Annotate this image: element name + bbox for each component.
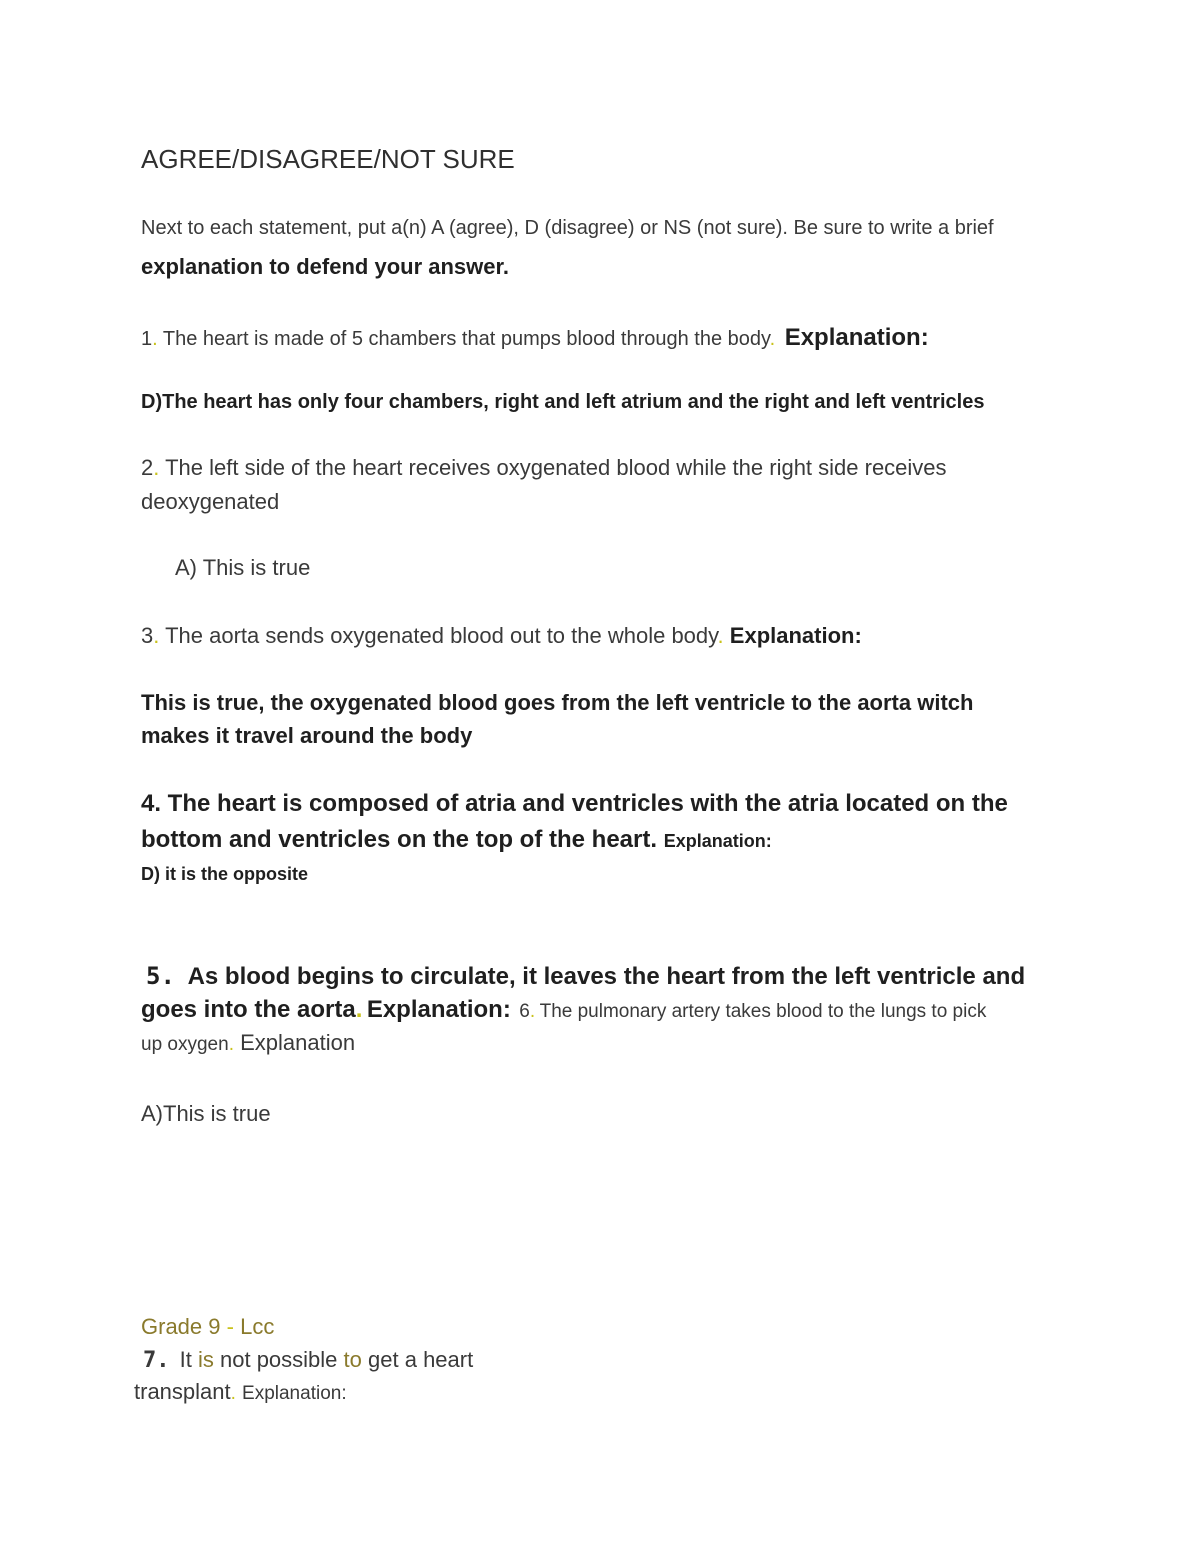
q6-explanation-label: Explanation [240,1030,356,1055]
q3-explanation-label: Explanation: [729,623,862,648]
q5-number: 5. [146,962,175,990]
q7-statement-line-2: transplant. Explanation: [134,1379,347,1404]
q2-statement-line-1: 2. The left side of the heart receives oxygenated blood while the right side receives [141,455,947,480]
q1-number: 1 [141,328,153,350]
page-title: AGREE/DISAGREE/NOT SURE [141,144,515,174]
q7-line-2: transplant [134,1379,231,1404]
q4-statement-2: bottom and ventricles on the top of the heart. [141,826,658,853]
q1-statement: The heart is made of 5 chambers that pumps blood through the body [162,328,770,350]
watermark-code: Lcc [240,1314,275,1339]
q1-explanation-label: Explanation: [784,324,929,351]
q5-explanation-label: Explanation: [366,996,511,1023]
q2-number: 2 [141,455,154,480]
q2-statement-line-2: deoxygenated [141,489,280,514]
q6-answer: A)This is true [141,1101,271,1126]
watermark-dash: - [226,1314,234,1339]
q4-statement-line-2 [141,828,772,852]
q6-statement-line-2: up oxygen. Explanation [141,1030,356,1055]
instructions-line-1: Next to each statement, put a(n) A (agree), D (disagree) or NS (not sure). Be sure to write a brief [141,217,994,239]
q6-number: 6 [519,1001,530,1022]
q7-word-2: is [197,1347,214,1372]
q4-answer: D) it is the opposite [141,864,309,884]
q1-answer: D)The heart has only four chambers, right and left atrium and the right and left ventricles [141,391,985,413]
q7-word-4: to [343,1347,362,1372]
q2-answer: A) This is true [175,555,311,580]
q2-statement-1: The left side of the heart receives oxygenated blood while the right side receives [165,455,947,480]
q7-word-5: get a heart [368,1347,474,1372]
q4-statement-line-1: 4. The heart is composed of atria and ventricles with the atria located on the [141,790,1008,817]
q3-number: 3 [141,623,154,648]
instructions-line-2: explanation to defend your answer. [141,254,509,279]
q5-statement-line-2: goes into the aorta. Explanation: 6. The pulmonary artery takes blood to the lungs to pick [141,996,987,1023]
q4-explanation-label: Explanation: [663,831,772,851]
q6-statement-2: up oxygen [141,1034,229,1055]
q6-statement-1: The pulmonary artery takes blood to the lungs to pick [539,1001,987,1022]
q3-answer-line-2: makes it travel around the body [141,723,473,748]
q5-statement-1: As blood begins to circulate, it leaves the heart from the left ventricle and [187,963,1026,990]
q3-statement-line: 3. The aorta sends oxygenated blood out to the whole body. Explanation: [141,623,862,648]
q7-number: 7. [143,1348,170,1373]
q7-word-1: It [179,1347,192,1372]
q7-statement-line-1 [143,1349,473,1372]
watermark-grade: Grade 9 [141,1314,221,1339]
q5-statement-line-1 [146,964,1025,989]
q1-statement-line: 1. The heart is made of 5 chambers that pumps blood through the body. Explanation: [141,324,929,351]
q3-answer-line-1: This is true, the oxygenated blood goes from the left ventricle to the aorta witch [141,690,974,715]
q3-statement: The aorta sends oxygenated blood out to the whole body [165,623,718,648]
q7-explanation-label: Explanation: [242,1383,347,1404]
q7-word-3: not possible [220,1347,338,1372]
grade-watermark [141,1316,274,1338]
q5-statement-2: goes into the aorta [141,996,356,1023]
